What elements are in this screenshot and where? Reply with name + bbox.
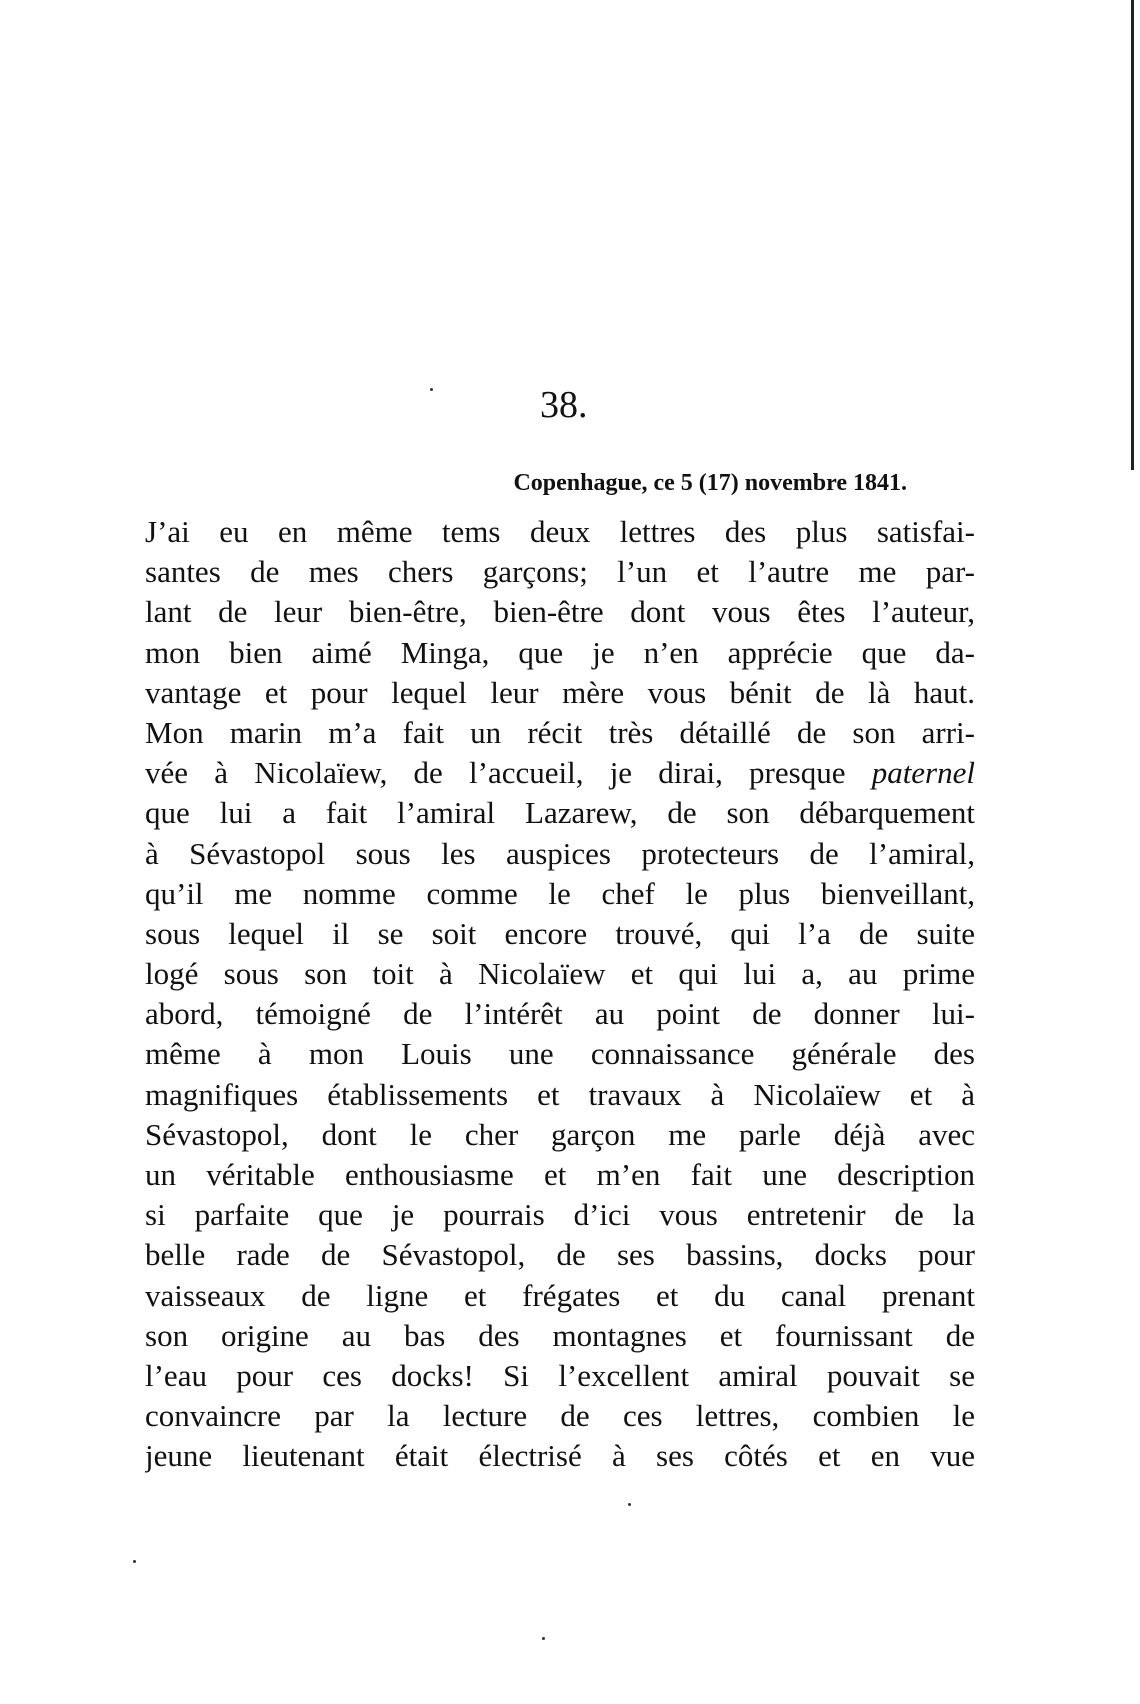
text-line: que lui a fait l’amiral Lazarew, de son débarquement (145, 795, 975, 831)
text-line: logé sous son toit à Nicolaïew et qui lui a, au prime (145, 956, 975, 992)
text-line: convaincre par la lecture de ces lettres, combien le (145, 1398, 975, 1434)
letter-body (145, 512, 975, 1477)
speck-mark (133, 1560, 136, 1563)
text-line: son origine au bas des montagnes et fournissant de (145, 1317, 975, 1353)
text-line: vaisseaux de ligne et frégates et du canal prenant (145, 1277, 975, 1313)
text-line-with-italic (145, 753, 975, 793)
text-line: sous lequel il se soit encore trouvé, qui l’a de suite (145, 915, 975, 951)
text-line: lant de leur bien-être, bien-être dont vous êtes l’auteur, (145, 594, 975, 630)
text-line: magnifiques établissements et travaux à Nicolaïew et à (145, 1076, 975, 1112)
letter-dateline: Copenhague, ce 5 (17) novembre 1841. (513, 470, 907, 496)
text-line: santes de mes chers garçons; l’un et l’autre me par- (145, 554, 975, 590)
text-line: vantage et pour lequel leur mère vous bénit de là haut. (145, 674, 975, 710)
speck-mark (430, 388, 433, 391)
text-line: jeune lieutenant était électrisé à ses côtés et en vue (145, 1438, 975, 1474)
speck-mark (628, 1503, 631, 1506)
text-line: abord, témoigné de l’intérêt au point de donner lui- (145, 996, 975, 1032)
text-line: à Sévastopol sous les auspices protecteurs de l’amiral, (145, 835, 975, 871)
text-line: si parfaite que je pourrais d’ici vous entretenir de la (145, 1197, 975, 1233)
page-number: 38. (540, 384, 588, 426)
italic-word: paternel (871, 755, 975, 791)
text-line-segment: vée à Nicolaïew, de l’accueil, je dirai, presque (145, 755, 872, 791)
page-edge-line (1131, 0, 1134, 470)
text-line: l’eau pour ces docks! Si l’excellent amiral pouvait se (145, 1357, 975, 1393)
text-line: même à mon Louis une connaissance générale des (145, 1036, 975, 1072)
text-line: mon bien aimé Minga, que je n’en apprécie que da- (145, 634, 975, 670)
text-line: belle rade de Sévastopol, de ses bassins, docks pour (145, 1237, 975, 1273)
text-line: qu’il me nomme comme le chef le plus bienveillant, (145, 875, 975, 911)
text-line: Sévastopol, dont le cher garçon me parle déjà avec (145, 1116, 975, 1152)
text-line: J’ai eu en même tems deux lettres des plus satisfai- (145, 514, 975, 549)
speck-mark (542, 1637, 545, 1640)
text-line: Mon marin m’a fait un récit très détaillé de son arri- (145, 714, 975, 750)
text-line: un véritable enthousiasme et m’en fait une description (145, 1157, 975, 1192)
